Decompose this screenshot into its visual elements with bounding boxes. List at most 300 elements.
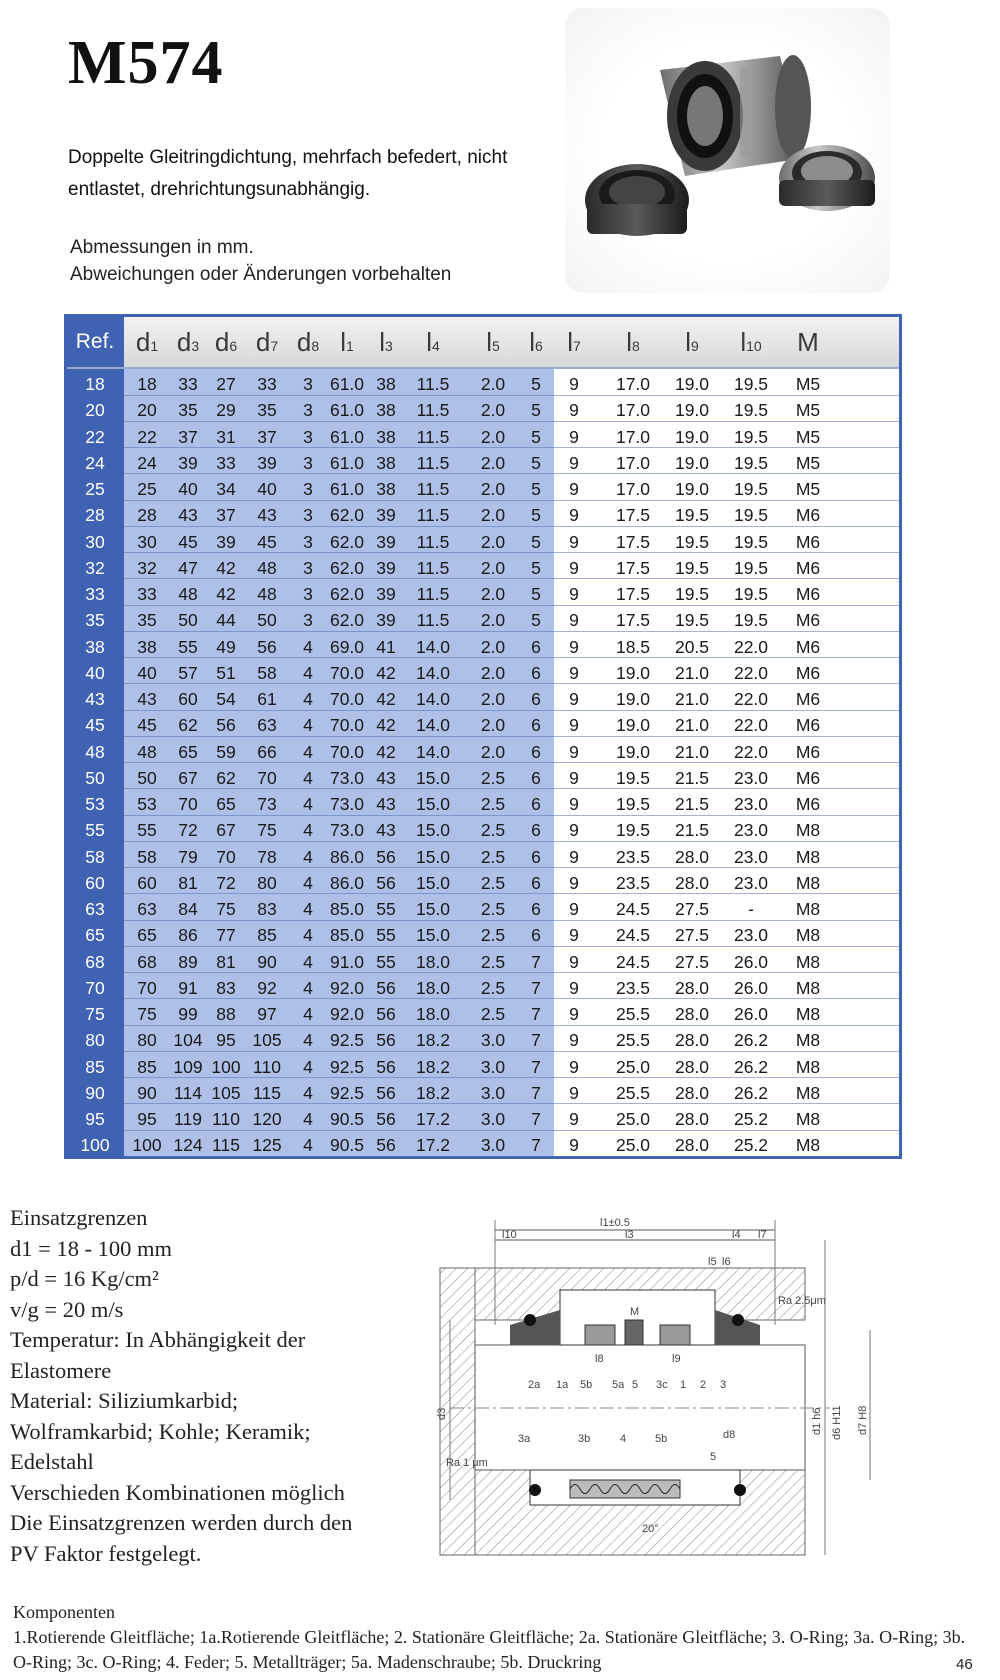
ref-cell: 35	[85, 610, 105, 631]
table-cell: 17.5	[615, 610, 651, 631]
table-cell: 39	[376, 557, 396, 578]
table-cell: 85.0	[329, 899, 365, 919]
table-cell: 70.0	[329, 715, 365, 736]
table-cell: 4	[303, 662, 313, 683]
table-cell: 80	[137, 1030, 157, 1051]
table-cell: 88	[216, 1004, 236, 1024]
table-cell: 4	[303, 794, 313, 814]
table-row	[67, 737, 899, 764]
ref-cell: 100	[80, 1135, 110, 1156]
table-cell: M5	[795, 400, 821, 421]
table-cell: M8	[795, 1135, 821, 1156]
header-main: Ref.	[75, 330, 115, 353]
table-cell: 40	[257, 479, 277, 499]
table-cell: 25.5	[615, 1082, 651, 1103]
table-cell: 90.5	[329, 1109, 365, 1129]
table-cell: 28.0	[674, 1082, 710, 1103]
table-cell: 19.0	[615, 715, 651, 736]
table-cell: M6	[795, 584, 821, 604]
table-cell: 4	[303, 1135, 313, 1156]
table-cell: 5	[531, 452, 541, 473]
table-cell: 92	[257, 977, 277, 998]
table-cell: -	[748, 899, 754, 919]
table-cell: 9	[569, 610, 579, 631]
table-cell: 4	[303, 689, 313, 709]
part-3a: 3a	[518, 1433, 531, 1445]
table-cell: M5	[795, 479, 821, 499]
header-sub: 5	[491, 338, 500, 354]
table-cell: 86.0	[329, 846, 365, 867]
roughness-bottom: Ra 1 μm	[446, 1457, 488, 1469]
table-cell: 9	[569, 846, 579, 867]
dimension-table	[64, 314, 902, 1159]
table-cell: 21.0	[674, 741, 710, 762]
table-cell: 90	[137, 1082, 157, 1103]
table-cell: 28.0	[674, 846, 710, 867]
header-main: l	[740, 327, 747, 357]
header-sub: 1	[150, 338, 159, 354]
table-cell: 22	[137, 426, 157, 447]
table-cell: 39	[376, 505, 396, 526]
dim-l7: l7	[758, 1229, 767, 1241]
table-cell: 9	[569, 636, 579, 657]
table-row	[67, 500, 899, 527]
table-cell: 17.0	[615, 479, 651, 499]
table-cell: 62.0	[329, 531, 365, 552]
table-cell: M5	[795, 452, 821, 473]
table-cell: 3	[303, 531, 313, 552]
table-cell: 40	[178, 479, 198, 499]
table-cell: 39	[257, 452, 277, 473]
table-cell: 92.5	[329, 1030, 365, 1051]
table-cell: 104	[173, 1030, 203, 1051]
table-cell: 17.5	[615, 557, 651, 578]
table-cell: 3.0	[480, 1030, 506, 1051]
table-row	[67, 422, 899, 449]
table-cell: M6	[795, 610, 821, 631]
table-cell: 26.0	[733, 951, 769, 972]
ref-cell: 38	[85, 636, 105, 657]
table-cell: 19.5	[733, 531, 769, 552]
table-cell: 67	[178, 767, 198, 788]
table-cell: 2.0	[480, 689, 506, 709]
table-cell: 33	[216, 452, 236, 473]
table-cell: 9	[569, 689, 579, 709]
table-cell: 19.0	[674, 479, 710, 499]
table-cell: 9	[569, 505, 579, 526]
table-cell: 25.5	[615, 1030, 651, 1051]
table-cell: 2.0	[480, 584, 506, 604]
table-cell: 4	[303, 741, 313, 762]
limit-line: p/d = 16 Kg/cm²	[10, 1266, 159, 1291]
table-cell: 15.0	[415, 899, 451, 919]
table-cell: 9	[569, 557, 579, 578]
header-cell	[721, 327, 781, 358]
table-cell: 65	[216, 794, 236, 814]
table-cell: 22.0	[733, 741, 769, 762]
table-cell: 15.0	[415, 820, 451, 841]
table-cell: 55	[376, 925, 396, 946]
table-cell: 19.0	[674, 400, 710, 421]
table-cell: 68	[137, 951, 157, 972]
table-cell: 75	[137, 1004, 157, 1024]
limit-line: d1 = 18 - 100 mm	[10, 1235, 173, 1261]
table-cell: 45	[178, 531, 198, 552]
table-cell: 92.5	[329, 1082, 365, 1103]
table-cell: 6	[531, 715, 541, 736]
ref-cell: 43	[85, 689, 105, 709]
table-cell: 55	[376, 899, 396, 919]
table-cell: 19.5	[674, 505, 710, 526]
table-cell: 35	[257, 400, 277, 421]
table-cell: 49	[216, 636, 236, 657]
ref-cell: 80	[85, 1030, 105, 1051]
table-cell: 19.5	[733, 400, 769, 421]
table-cell: 23.0	[733, 820, 769, 841]
ref-cell: 70	[85, 977, 105, 998]
table-cell: 22.0	[733, 715, 769, 736]
table-cell: 85	[137, 1056, 157, 1077]
table-cell: 4	[303, 1082, 313, 1103]
dim-l10: l10	[502, 1229, 517, 1241]
table-cell: 9	[569, 1056, 579, 1077]
table-cell: 27.5	[674, 951, 710, 972]
ref-cell: 18	[85, 374, 105, 394]
page-number: 46	[956, 1656, 973, 1673]
ref-cell: 65	[85, 925, 105, 946]
table-cell: 4	[303, 1030, 313, 1051]
table-cell: 56	[376, 1056, 396, 1077]
table-cell: 9	[569, 899, 579, 919]
table-cell: 19.5	[733, 426, 769, 447]
table-cell: 84	[178, 899, 198, 919]
table-cell: 90	[257, 951, 277, 972]
ref-cell: 53	[85, 794, 105, 814]
table-cell: 89	[178, 951, 198, 972]
part-1: 1	[680, 1379, 687, 1391]
header-sub: 4	[431, 338, 440, 354]
table-cell: 43	[257, 505, 277, 526]
ref-cell: 95	[85, 1109, 105, 1129]
table-cell: 25	[137, 479, 157, 499]
table-cell: 61.0	[329, 452, 365, 473]
table-cell: 19.5	[733, 479, 769, 499]
table-row	[67, 894, 899, 921]
table-cell: 3	[303, 584, 313, 604]
table-cell: 2.5	[480, 846, 506, 867]
seal-cross-section	[420, 1180, 900, 1590]
limit-line: v/g = 20 m/s	[10, 1296, 124, 1322]
table-row	[67, 973, 899, 1000]
table-cell: 9	[569, 1135, 579, 1156]
table-cell: 19.5	[674, 557, 710, 578]
part-2a: 2a	[528, 1379, 541, 1391]
dim-l4: l4	[732, 1229, 741, 1241]
table-cell: 19.0	[674, 426, 710, 447]
table-cell: 100	[132, 1135, 162, 1156]
ref-cell: 85	[85, 1056, 105, 1077]
limits-title: Einsatzgrenzen	[10, 1205, 148, 1230]
table-cell: 38	[376, 374, 396, 394]
table-cell: M8	[795, 1056, 821, 1077]
table-cell: 21.0	[674, 689, 710, 709]
table-cell: 39	[376, 610, 396, 631]
table-cell: 9	[569, 479, 579, 499]
table-cell: 35	[178, 400, 198, 421]
table-cell: 19.5	[733, 452, 769, 473]
table-cell: 23.5	[615, 872, 651, 893]
ref-cell: 30	[85, 531, 105, 552]
table-cell: 47	[178, 557, 198, 578]
table-cell: 25.0	[615, 1056, 651, 1077]
table-cell: 2.5	[480, 820, 506, 841]
dim-m: M	[630, 1306, 640, 1318]
dimensions-note	[70, 234, 451, 288]
table-cell: 5	[531, 584, 541, 604]
table-cell: 124	[173, 1135, 203, 1156]
table-cell: 39	[178, 452, 198, 473]
table-cell: 28.0	[674, 1135, 710, 1156]
table-cell: 5	[531, 557, 541, 578]
table-cell: 32	[137, 557, 157, 578]
table-cell: 37	[257, 426, 277, 447]
limit-line: Die Einsatzgrenzen werden durch den	[10, 1510, 353, 1535]
table-cell: 7	[531, 951, 541, 972]
table-cell: 73.0	[329, 794, 365, 814]
table-cell: 99	[178, 1004, 198, 1024]
table-cell: 18.0	[415, 977, 451, 998]
table-cell: M6	[795, 689, 821, 709]
table-cell: 90.5	[329, 1135, 365, 1156]
table-row	[67, 710, 899, 737]
header-main: d	[214, 327, 230, 357]
table-cell: 19.0	[615, 741, 651, 762]
table-cell: 81	[216, 951, 236, 972]
table-cell: 31	[216, 426, 236, 447]
table-cell: 43	[376, 767, 396, 788]
table-row	[67, 920, 899, 947]
table-cell: 59	[216, 741, 236, 762]
table-cell: 22.0	[733, 662, 769, 683]
table-row	[67, 1025, 899, 1052]
table-cell: 83	[216, 977, 236, 998]
table-cell: 2.0	[480, 374, 506, 394]
table-cell: 3.0	[480, 1135, 506, 1156]
table-cell: 85.0	[329, 925, 365, 946]
table-cell: M6	[795, 531, 821, 552]
table-cell: 24.5	[615, 951, 651, 972]
table-cell: 110	[212, 1109, 240, 1129]
table-cell: 43	[137, 689, 157, 709]
table-cell: 63	[257, 715, 277, 736]
table-cell: 66	[257, 741, 277, 762]
header-main: l	[486, 327, 492, 357]
table-cell: 56	[376, 1135, 396, 1156]
ref-cell: 90	[85, 1082, 105, 1103]
table-cell: 21.5	[674, 794, 710, 814]
table-cell: 9	[569, 715, 579, 736]
table-cell: 9	[569, 1030, 579, 1051]
table-row	[67, 763, 899, 790]
table-cell: 91	[178, 977, 198, 998]
table-cell: 23.5	[615, 846, 651, 867]
table-cell: 7	[531, 1082, 541, 1103]
table-cell: 42	[376, 715, 396, 736]
table-cell: 18.5	[615, 636, 651, 657]
table-cell: 115	[253, 1082, 281, 1103]
table-cell: 92.0	[329, 1004, 365, 1024]
table-cell: 4	[303, 767, 313, 788]
table-cell: 26.2	[733, 1056, 769, 1077]
part-3b: 3b	[578, 1433, 591, 1445]
table-row	[67, 369, 899, 396]
table-cell: 56	[376, 1004, 396, 1024]
header-sub: 10	[746, 338, 762, 354]
table-cell: 56	[376, 977, 396, 998]
table-cell: 19.5	[615, 794, 651, 814]
table-cell: 38	[376, 479, 396, 499]
table-cell: 11.5	[416, 584, 450, 604]
header-cell	[65, 330, 125, 354]
table-cell: 3	[303, 426, 313, 447]
table-cell: 6	[531, 662, 541, 683]
part-3: 3	[720, 1379, 727, 1391]
table-cell: M8	[795, 925, 821, 946]
table-cell: 50	[178, 610, 198, 631]
header-sub: 8	[631, 338, 640, 354]
table-cell: 20	[137, 400, 157, 421]
table-cell: 62.0	[329, 505, 365, 526]
table-cell: 125	[252, 1135, 282, 1156]
table-cell: 3	[303, 374, 313, 394]
table-cell: 56	[376, 1030, 396, 1051]
product-photo	[565, 8, 890, 293]
table-cell: 85	[257, 925, 277, 946]
part-4: 4	[620, 1433, 627, 1445]
limit-line: PV Faktor festgelegt.	[10, 1540, 202, 1566]
table-cell: 63	[137, 899, 157, 919]
table-cell: 2.5	[480, 1004, 506, 1024]
table-cell: 11.5	[416, 557, 450, 578]
limit-line: Elastomere	[10, 1357, 112, 1383]
table-cell: 18.0	[415, 951, 451, 972]
table-cell: 70	[178, 794, 198, 814]
table-cell: 20.5	[674, 636, 710, 657]
table-cell: 19.0	[615, 689, 651, 709]
table-row	[67, 947, 899, 974]
table-cell: 7	[531, 1109, 541, 1129]
table-cell: 9	[569, 1082, 579, 1103]
ref-cell: 20	[85, 400, 105, 421]
table-cell: 6	[531, 925, 541, 946]
table-cell: 100	[211, 1056, 241, 1077]
table-cell: M6	[795, 741, 821, 762]
table-cell: 18	[137, 374, 157, 394]
table-cell: 9	[569, 951, 579, 972]
table-cell: 11.5	[416, 374, 450, 394]
table-row	[67, 999, 899, 1026]
table-cell: 18.2	[415, 1056, 451, 1077]
table-cell: 56	[376, 872, 396, 893]
table-cell: 11.5	[416, 426, 450, 447]
table-cell: 5	[531, 531, 541, 552]
table-cell: 56	[376, 1109, 396, 1129]
header-main: l	[567, 327, 573, 357]
table-cell: 17.5	[615, 584, 651, 604]
table-row	[67, 474, 899, 501]
table-cell: 23.0	[733, 925, 769, 946]
table-cell: 2.0	[480, 557, 506, 578]
ref-cell: 48	[85, 741, 105, 762]
header-main: d	[176, 327, 192, 357]
table-cell: 95	[137, 1109, 157, 1129]
dim-l6: l6	[722, 1256, 731, 1268]
table-cell: 61	[257, 689, 277, 709]
ref-cell: 40	[85, 662, 105, 683]
table-cell: 109	[173, 1056, 203, 1077]
table-cell: 2.0	[480, 400, 506, 421]
header-sub: 7	[572, 338, 581, 354]
header-main: d	[255, 327, 271, 357]
table-cell: 25.0	[615, 1135, 651, 1156]
table-cell: 40	[137, 662, 157, 683]
table-cell: 48	[137, 741, 157, 762]
table-cell: M6	[795, 636, 821, 657]
table-cell: 105	[211, 1082, 241, 1103]
operating-limits	[10, 1203, 352, 1569]
table-cell: 2.0	[480, 610, 506, 631]
table-cell: 33	[257, 374, 277, 394]
angle-label: 20°	[642, 1523, 659, 1535]
table-cell: 23.5	[615, 977, 651, 998]
table-cell: 19.5	[733, 584, 769, 604]
limit-line: Edelstahl	[10, 1449, 94, 1474]
table-cell: 97	[257, 1004, 277, 1024]
table-cell: 91.0	[329, 951, 365, 972]
table-cell: 55	[178, 636, 198, 657]
header-cell	[778, 327, 838, 358]
table-row	[67, 1052, 899, 1079]
ref-cell: 45	[85, 715, 105, 736]
header-main: l	[529, 327, 535, 357]
table-cell: 39	[376, 531, 396, 552]
table-cell: 42	[376, 689, 396, 709]
table-cell: 38	[376, 400, 396, 421]
table-cell: 9	[569, 977, 579, 998]
table-cell: 4	[303, 715, 313, 736]
ref-cell: 32	[85, 557, 105, 578]
header-main: d	[135, 327, 151, 357]
table-cell: 7	[531, 977, 541, 998]
table-cell: 57	[178, 662, 198, 683]
table-cell: 70	[216, 846, 236, 867]
table-cell: 15.0	[415, 767, 451, 788]
table-cell: 78	[257, 846, 277, 867]
table-cell: 19.5	[615, 767, 651, 788]
part-5b-bottom: 5b	[655, 1433, 668, 1445]
table-cell: 75	[216, 899, 236, 919]
table-cell: 15.0	[415, 794, 451, 814]
table-cell: 2.0	[480, 505, 506, 526]
table-cell: 3.0	[480, 1109, 506, 1129]
table-cell: 44	[216, 610, 236, 631]
table-cell: 19.5	[674, 584, 710, 604]
table-cell: 62.0	[329, 584, 365, 604]
table-cell: 7	[531, 1030, 541, 1051]
table-cell: M8	[795, 1109, 821, 1129]
table-cell: 17.2	[415, 1135, 451, 1156]
table-row	[67, 1130, 899, 1157]
